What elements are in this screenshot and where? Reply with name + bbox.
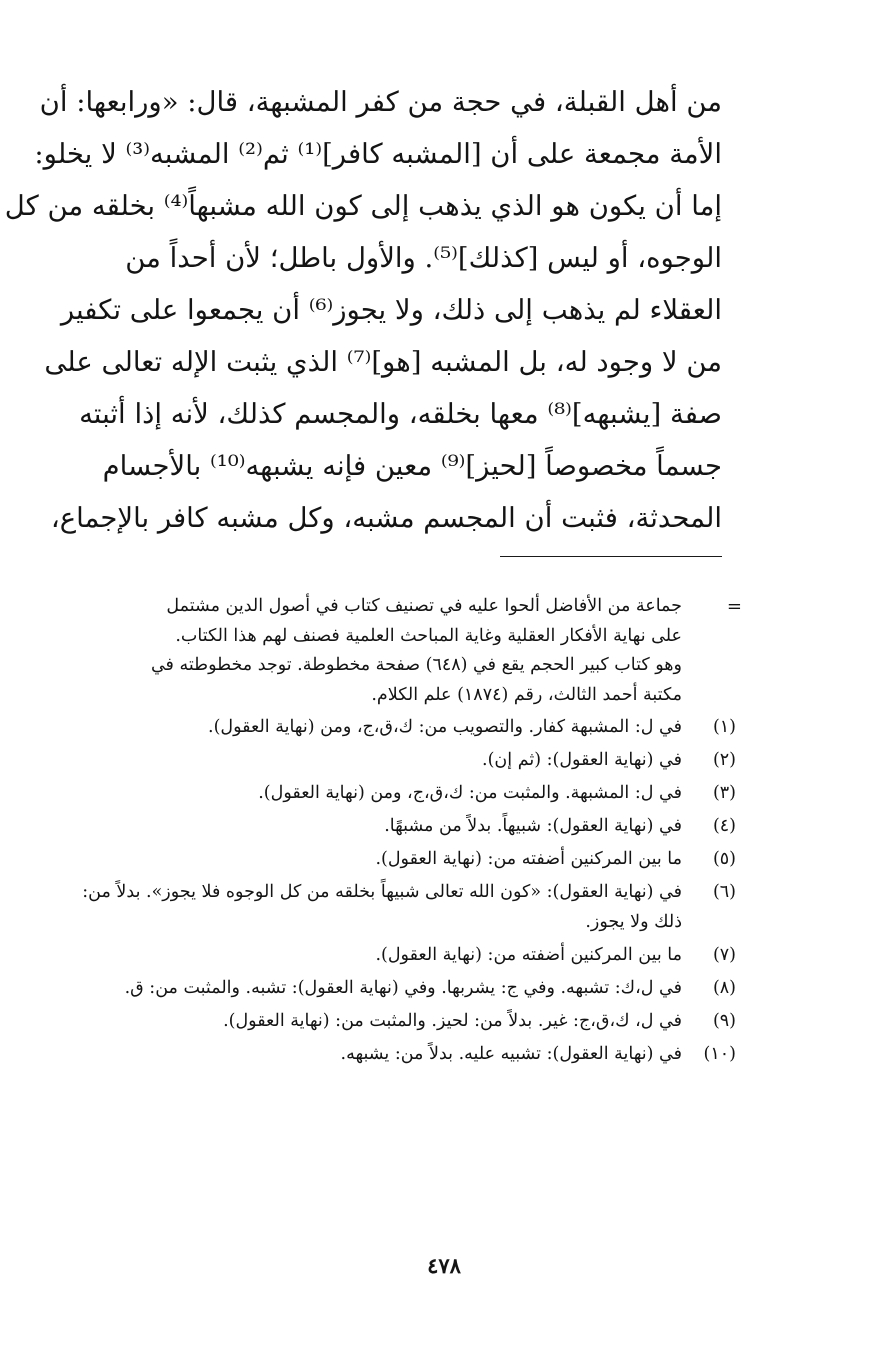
main-text-line: المحدثة، فثبت أن المجسم مشبه، وكل مشبه كافر بالإجماع،: [50, 502, 722, 534]
footnotes-section: [50, 592, 740, 1073]
footnote-text: في (نهاية العقول): «كون الله تعالى شبيهاً بخلقه من كل الوجوه فلا يجوز». بدلاً من: ذلك ولا يجوز.: [82, 882, 682, 932]
footnote-text: في (نهاية العقول): تشبيه عليه. بدلاً من: يشبهه.: [340, 1043, 682, 1064]
footnote-number: (١٠): [703, 1043, 736, 1064]
footnote-item: [50, 878, 740, 937]
continuation-line: جماعة من الأفاضل ألحوا عليه في تصنيف كتاب في أصول الدين مشتمل: [166, 596, 682, 616]
footnote-text: ما بين المركنين أضفته من: (نهاية العقول).: [375, 944, 682, 965]
main-text-line: الوجوه، أو ليس [كذلك]⁽⁵⁾. والأول باطل؛ لأن أحداً من: [125, 242, 722, 274]
footnote-text: في ل: المشبهة. والمثبت من: ك،ق،ج، ومن (نهاية العقول).: [258, 783, 682, 803]
footnote-item: [50, 941, 740, 971]
footnote-item: [50, 746, 740, 776]
footnote-number: (١): [712, 717, 736, 737]
main-text-line: من أهل القبلة، في حجة من كفر المشبهة، قال: «ورابعها: أن: [39, 86, 722, 118]
footnote-text: في ل،ك: تشبهه. وفي ج: يشربها. وفي (نهاية العقول): تشبه. والمثبت من: ق.: [124, 977, 682, 998]
main-text-line: العقلاء لم يذهب إلى ذلك، ولا يجوز⁽⁶⁾ أن يجمعوا على تكفير: [60, 294, 722, 326]
page-number: ٤٧٨: [427, 1253, 461, 1278]
main-text-line: إما أن يكون هو الذي يذهب إلى كون الله مشبهاً⁽⁴⁾ بخلقه من كل: [4, 190, 722, 222]
footnote-number: (٤): [712, 816, 736, 836]
footnote-text: في ل، ك،ق،ج: غير. بدلاً من: لحيز. والمثبت من: (نهاية العقول).: [223, 1010, 682, 1031]
footnote-continuation: [50, 592, 740, 710]
main-text-block: [4, 76, 722, 544]
footnote-number: (٢): [712, 750, 736, 770]
footnote-divider: [500, 556, 722, 557]
main-text-line: جسماً مخصوصاً [لحيز]⁽⁹⁾ معين فإنه يشبهه⁽¹⁰⁾ بالأجسام: [102, 450, 722, 482]
footnote-item: [50, 1007, 740, 1037]
footnote-number: (٧): [712, 944, 736, 965]
main-text-line: صفة [يشبهه]⁽⁸⁾ معها بخلقه، والمجسم كذلك، لأنه إذا أثبته: [79, 398, 722, 430]
main-text-line: الأمة مجمعة على أن [المشبه كافر]⁽¹⁾ ثم⁽²⁾ المشبه⁽³⁾ لا يخلو:: [34, 138, 722, 170]
footnote-item: [50, 1040, 740, 1070]
footnote-item: [50, 845, 740, 875]
footnote-number: (٩): [712, 1010, 736, 1031]
footnote-item: [50, 812, 740, 842]
continuation-line: على نهاية الأفكار العقلية وغاية المباحث العلمية فصنف لهم هذا الكتاب.: [175, 625, 682, 646]
footnote-text: في ل: المشبهة كفار. والتصويب من: ك،ق،ج، ومن (نهاية العقول).: [208, 717, 682, 737]
footnote-item: [50, 974, 740, 1004]
footnote-text: في (نهاية العقول): شبيهاً. بدلاً من مشبهًا.: [384, 816, 682, 836]
footnote-number: (٣): [712, 783, 736, 803]
footnote-item: [50, 779, 740, 809]
footnote-number: (٦): [712, 882, 736, 902]
footnote-text: ما بين المركنين أضفته من: (نهاية العقول).: [375, 849, 682, 869]
continuation-marker: =: [726, 596, 742, 617]
footnote-number: (٥): [712, 849, 736, 869]
footnote-text: في (نهاية العقول): (ثم إن).: [482, 750, 682, 770]
continuation-line: مكتبة أحمد الثالث، رقم (١٨٧٤) علم الكلام.: [371, 684, 682, 705]
continuation-line: وهو كتاب كبير الحجم يقع في (٦٤٨) صفحة مخطوطة. توجد مخطوطته في: [150, 655, 682, 675]
footnote-number: (٨): [712, 977, 736, 998]
footnote-item: [50, 713, 740, 743]
main-text-line: من لا وجود له، بل المشبه [هو]⁽⁷⁾ الذي يثبت الإله تعالى على: [44, 346, 722, 378]
